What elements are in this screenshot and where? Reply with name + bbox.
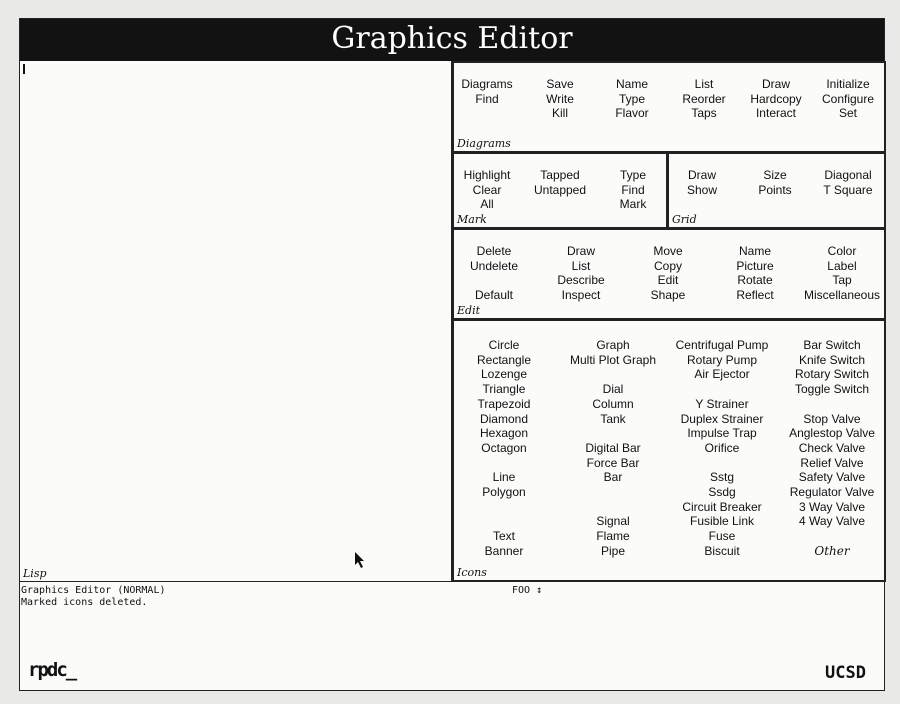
window-title: Graphics Editor xyxy=(20,19,884,61)
menu-spacer xyxy=(570,367,656,382)
menu-item-4-way-valve[interactable]: 4 Way Valve xyxy=(798,514,866,529)
menu-item-anglestop-valve[interactable]: Anglestop Valve xyxy=(789,426,875,441)
icons-menu-column xyxy=(477,338,531,559)
menu-item-kill[interactable]: Kill xyxy=(551,106,568,121)
status-area xyxy=(21,585,166,609)
diagrams-menu-column xyxy=(615,77,648,121)
menu-item-tapped[interactable]: Tapped xyxy=(540,168,580,182)
menu-spacer xyxy=(477,514,531,529)
menu-item-hexagon[interactable]: Hexagon xyxy=(479,426,529,441)
mouse-pointer-icon xyxy=(354,551,366,569)
menu-item-fusible-link[interactable]: Fusible Link xyxy=(689,514,755,529)
menu-item-write[interactable]: Write xyxy=(546,91,574,106)
package-indicator: FOO ↕ xyxy=(512,585,543,596)
menu-item-undelete[interactable]: Undelete xyxy=(469,258,519,273)
menu-item-toggle-switch[interactable]: Toggle Switch xyxy=(794,382,870,397)
menu-item-trapezoid[interactable]: Trapezoid xyxy=(477,396,531,411)
menu-spacer xyxy=(789,529,875,544)
menu-item-text[interactable]: Text xyxy=(492,529,516,544)
menu-item-flavor[interactable]: Flavor xyxy=(615,106,649,121)
menu-item-picture[interactable]: Picture xyxy=(736,258,774,273)
menu-spacer xyxy=(789,397,875,412)
mark-menu-pane xyxy=(452,152,668,229)
menu-item-triangle[interactable]: Triangle xyxy=(482,382,526,397)
menu-item-centrifugal-pump[interactable]: Centrifugal Pump xyxy=(675,338,769,352)
menu-item-graph[interactable]: Graph xyxy=(596,338,630,352)
edit-menu-column xyxy=(736,244,773,303)
menu-item-banner[interactable]: Banner xyxy=(484,543,524,558)
menu-item-rotate[interactable]: Rotate xyxy=(737,273,773,288)
menu-item-digital-bar[interactable]: Digital Bar xyxy=(585,440,641,455)
mark-pane-label: Mark xyxy=(457,213,487,226)
menu-item-biscuit[interactable]: Biscuit xyxy=(704,543,740,558)
menu-item-default[interactable]: Default xyxy=(474,288,514,303)
menu-item-copy[interactable]: Copy xyxy=(653,258,683,273)
menu-item-multi-plot-graph[interactable]: Multi Plot Graph xyxy=(569,352,657,367)
diagrams-menu-column xyxy=(750,77,801,121)
menu-item-stop-valve[interactable]: Stop Valve xyxy=(803,411,861,426)
lisp-pane[interactable] xyxy=(20,61,452,582)
menu-item-find[interactable]: Find xyxy=(475,91,499,106)
menu-item-untapped[interactable]: Untapped xyxy=(533,182,587,197)
menu-item-inspect[interactable]: Inspect xyxy=(561,288,601,303)
menu-item-t-square[interactable]: T Square xyxy=(823,182,873,197)
menu-item-draw[interactable]: Draw xyxy=(761,77,791,91)
icons-menu-column xyxy=(789,338,875,559)
menu-item-tank[interactable]: Tank xyxy=(600,411,626,426)
menu-item-sstg[interactable]: Sstg xyxy=(709,470,734,485)
icons-menu-pane xyxy=(452,319,886,582)
menu-item-circle[interactable]: Circle xyxy=(488,338,520,352)
grid-menu-pane xyxy=(667,152,886,229)
status-message: Marked icons deleted. xyxy=(21,597,148,608)
menu-item-hardcopy[interactable]: Hardcopy xyxy=(750,91,802,106)
menu-item-label[interactable]: Label xyxy=(827,258,857,273)
menu-spacer xyxy=(477,456,531,471)
menu-item-taps[interactable]: Taps xyxy=(691,106,717,121)
menu-spacer xyxy=(676,382,769,397)
menu-item-flame[interactable]: Flame xyxy=(596,529,630,544)
menu-item-configure[interactable]: Configure xyxy=(821,91,875,106)
menu-item-safety-valve[interactable]: Safety Valve xyxy=(798,470,866,485)
menu-item-octagon[interactable]: Octagon xyxy=(481,440,527,455)
menu-item-orifice[interactable]: Orifice xyxy=(704,440,740,455)
menu-item-list[interactable]: List xyxy=(571,258,591,273)
menu-item-delete[interactable]: Delete xyxy=(476,244,512,258)
mark-menu-column xyxy=(620,168,647,212)
menu-item-initialize[interactable]: Initialize xyxy=(826,77,870,91)
menu-item-3-way-valve[interactable]: 3 Way Valve xyxy=(798,499,866,514)
menu-item-size[interactable]: Size xyxy=(763,168,787,182)
ucsd-logo: UCSD xyxy=(825,663,866,683)
menu-item-air-ejector[interactable]: Air Ejector xyxy=(694,367,750,382)
menu-item-rectangle[interactable]: Rectangle xyxy=(476,352,532,367)
menu-item-mark[interactable]: Mark xyxy=(619,197,647,212)
menu-item-check-valve[interactable]: Check Valve xyxy=(798,440,866,455)
menu-item-list[interactable]: List xyxy=(694,77,714,91)
menu-item-column[interactable]: Column xyxy=(592,396,634,411)
grid-menu-column xyxy=(758,168,791,197)
menu-item-diagonal[interactable]: Diagonal xyxy=(824,168,872,182)
lisp-pane-label: Lisp xyxy=(23,567,47,580)
menu-item-reorder[interactable]: Reorder xyxy=(682,91,726,106)
menu-item-impulse-trap[interactable]: Impulse Trap xyxy=(687,426,757,441)
menu-item-diamond[interactable]: Diamond xyxy=(479,411,529,426)
menu-item-signal[interactable]: Signal xyxy=(596,514,630,529)
menu-item-move[interactable]: Move xyxy=(653,244,683,258)
menu-item-shape[interactable]: Shape xyxy=(650,288,686,303)
diagrams-pane-label: Diagrams xyxy=(457,137,511,150)
menu-item-rotary-switch[interactable]: Rotary Switch xyxy=(794,367,870,382)
menu-item-type[interactable]: Type xyxy=(618,91,645,106)
menu-item-all[interactable]: All xyxy=(480,197,494,212)
menu-item-fuse[interactable]: Fuse xyxy=(708,529,736,544)
edit-pane-label: Edit xyxy=(457,304,481,317)
menu-item-diagrams[interactable]: Diagrams xyxy=(461,77,513,91)
mark-menu-column xyxy=(464,168,511,212)
menu-item-lozenge[interactable]: Lozenge xyxy=(480,367,528,382)
menu-item-dial[interactable]: Dial xyxy=(602,382,624,397)
diagrams-menu-pane xyxy=(452,61,886,153)
menu-item-points[interactable]: Points xyxy=(758,182,792,197)
menu-item-y-strainer[interactable]: Y Strainer xyxy=(695,396,749,411)
menu-item-set[interactable]: Set xyxy=(838,106,857,121)
menu-spacer xyxy=(470,273,518,288)
status-mode-line: Graphics Editor (NORMAL) xyxy=(21,585,166,596)
menu-item-other[interactable]: Other xyxy=(814,543,850,558)
menu-spacer xyxy=(676,456,769,471)
edit-menu-column xyxy=(470,244,518,303)
menu-item-relief-valve[interactable]: Relief Valve xyxy=(800,455,864,470)
menu-item-draw[interactable]: Draw xyxy=(566,244,596,258)
menu-item-describe[interactable]: Describe xyxy=(557,273,605,288)
text-cursor xyxy=(23,64,25,74)
edit-menu-pane xyxy=(452,228,886,320)
menu-item-duplex-strainer[interactable]: Duplex Strainer xyxy=(680,411,764,426)
menu-item-circuit-breaker[interactable]: Circuit Breaker xyxy=(682,499,762,514)
menu-spacer xyxy=(570,426,656,441)
diagrams-menu-column xyxy=(822,77,874,121)
menu-item-line[interactable]: Line xyxy=(492,470,516,485)
edit-menu-column xyxy=(804,244,880,303)
menu-item-find[interactable]: Find xyxy=(621,182,645,197)
menu-spacer xyxy=(477,500,531,515)
icons-pane-label: Icons xyxy=(457,566,487,579)
edit-menu-column xyxy=(557,244,604,303)
menu-item-bar-switch[interactable]: Bar Switch xyxy=(803,338,861,352)
menu-item-type[interactable]: Type xyxy=(619,168,647,182)
icons-menu-column xyxy=(570,338,656,559)
graphics-editor-window xyxy=(19,18,885,691)
grid-pane-label: Grid xyxy=(672,213,697,226)
menu-item-reflect[interactable]: Reflect xyxy=(736,288,774,303)
grid-menu-column xyxy=(687,168,717,197)
diagrams-menu-column xyxy=(546,77,574,121)
menu-item-color[interactable]: Color xyxy=(827,244,857,258)
diagrams-menu-column xyxy=(682,77,725,121)
menu-item-edit[interactable]: Edit xyxy=(657,273,679,288)
menu-item-knife-switch[interactable]: Knife Switch xyxy=(798,352,866,367)
menu-item-save[interactable]: Save xyxy=(546,77,574,91)
mark-menu-column xyxy=(534,168,586,197)
menu-item-rotary-pump[interactable]: Rotary Pump xyxy=(686,352,758,367)
icons-menu-column xyxy=(676,338,769,559)
menu-spacer xyxy=(570,485,656,500)
menu-item-tap[interactable]: Tap xyxy=(832,273,852,288)
menu-item-regulator-valve[interactable]: Regulator Valve xyxy=(789,485,875,500)
menu-item-name[interactable]: Name xyxy=(738,244,772,258)
menu-item-bar[interactable]: Bar xyxy=(603,470,623,485)
grid-menu-column xyxy=(823,168,872,197)
menu-item-polygon[interactable]: Polygon xyxy=(482,485,526,500)
menu-item-force-bar[interactable]: Force Bar xyxy=(586,455,640,470)
menu-spacer xyxy=(570,500,656,515)
menu-item-highlight[interactable]: Highlight xyxy=(463,168,511,182)
rpdc-logo: rpdc_ xyxy=(28,659,78,681)
menu-item-draw[interactable]: Draw xyxy=(687,168,716,182)
menu-item-show[interactable]: Show xyxy=(686,182,718,197)
diagrams-menu-column xyxy=(461,77,512,106)
menu-item-miscellaneous[interactable]: Miscellaneous xyxy=(803,288,881,303)
menu-item-interact[interactable]: Interact xyxy=(755,106,797,121)
menu-item-ssdg[interactable]: Ssdg xyxy=(708,485,736,500)
menu-item-pipe[interactable]: Pipe xyxy=(600,543,626,558)
menu-item-name[interactable]: Name xyxy=(615,77,648,91)
menu-item-clear[interactable]: Clear xyxy=(472,182,502,197)
edit-menu-column xyxy=(651,244,686,303)
